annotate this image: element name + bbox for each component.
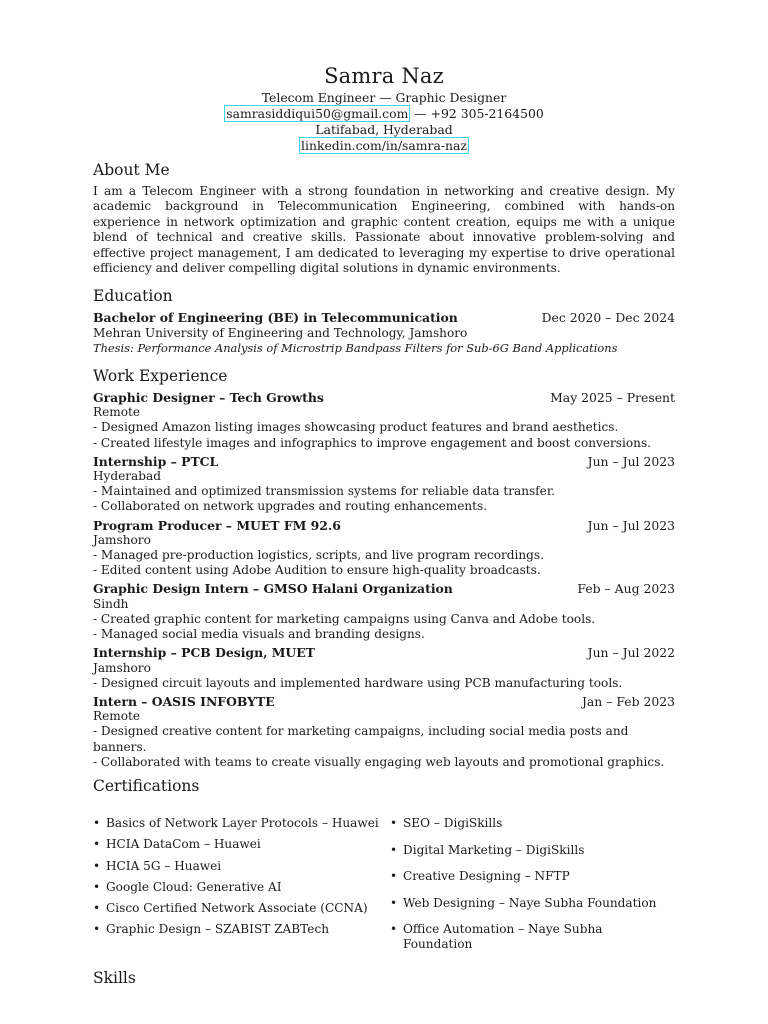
job-dates: Feb – Aug 2023 — [577, 581, 675, 597]
cert-label: Cisco Certified Network Associate (CCNA) — [106, 901, 368, 916]
education-dates: Dec 2020 – Dec 2024 — [541, 310, 675, 326]
work-list — [93, 390, 675, 770]
job-row — [93, 694, 675, 709]
cert-item — [390, 816, 675, 831]
cert-label: SEO – DigiSkills — [403, 815, 503, 830]
job-bullet: - Designed creative content for marketing campaigns, including social media posts and banners. — [93, 724, 629, 754]
bullet-icon: • — [390, 922, 398, 937]
bullet-icon: • — [390, 842, 398, 857]
job-location: Jamshoro — [93, 660, 151, 675]
work-heading: Work Experience — [93, 367, 228, 386]
job-entry — [93, 390, 675, 451]
phone-number: — +92 305-2164500 — [410, 106, 544, 121]
cert-item — [93, 880, 390, 895]
candidate-name: Samra Naz — [324, 64, 444, 88]
cert-label: Creative Designing – NFTP — [403, 869, 570, 884]
job-entry — [93, 518, 675, 579]
school: Mehran University of Engineering and Technology, Jamshoro — [93, 325, 468, 340]
cert-label: Office Automation – Naye Subha Foundation — [403, 922, 603, 952]
cert-item — [93, 922, 390, 937]
bullet-icon: • — [390, 815, 398, 830]
bullet-icon: • — [93, 837, 101, 852]
cert-item — [390, 843, 675, 858]
job-bullet: - Collaborated on network upgrades and routing enhancements. — [93, 499, 488, 514]
job-row — [93, 390, 675, 405]
job-dates: Jun – Jul 2022 — [587, 645, 675, 661]
bullet-icon: • — [93, 922, 101, 937]
job-bullet: - Designed circuit layouts and implemented hardware using PCB manufacturing tools. — [93, 675, 623, 690]
cert-label: Basics of Network Layer Protocols – Huawei — [106, 815, 379, 830]
job-role: Program Producer – MUET FM 92.6 — [93, 517, 341, 533]
certifications-list — [93, 816, 675, 964]
job-entry — [93, 454, 675, 515]
contact-line — [0, 106, 768, 122]
job-bullet: - Managed social media visuals and branding designs. — [93, 627, 425, 642]
cert-label: Web Designing – Naye Subha Foundation — [403, 895, 657, 910]
resume-header — [0, 62, 768, 154]
linkedin-link[interactable]: linkedin.com/in/samra-naz — [301, 138, 467, 153]
about-text: I am a Telecom Engineer with a strong foundation in networking and creative design. My academic background in Telecommunication Engineering, combined with hands-on experience in network optimization and graphic content creation, equips me with a unique blend of technical and creative skills. Passionate about innovative problem-solving and effective project management, I am dedicated to leveraging my expertise to drive operational efficiency and deliver compelling digital solutions in dynamic environments. — [93, 184, 675, 276]
cert-label: Google Cloud: Generative AI — [106, 879, 282, 894]
job-bullet: - Designed Amazon listing images showcasing product features and brand aesthetics. — [93, 420, 619, 435]
job-bullet: - Created lifestyle images and infographics to improve engagement and boost conversions. — [93, 435, 652, 450]
skills-heading: Skills — [93, 968, 136, 987]
degree: Bachelor of Engineering (BE) in Telecommunication — [93, 310, 458, 326]
cert-item — [93, 816, 390, 831]
job-location: Hyderabad — [93, 469, 161, 484]
job-dates: Jun – Jul 2023 — [587, 453, 675, 469]
cert-item — [390, 922, 675, 952]
email-link[interactable]: samrasiddiqui50@gmail.com — [226, 106, 409, 121]
job-bullet: - Managed pre-production logistics, scripts, and live program recordings. — [93, 548, 544, 563]
job-row — [93, 645, 675, 660]
job-dates: May 2025 – Present — [550, 390, 675, 406]
certifications-right-column — [390, 816, 675, 964]
location: Latifabad, Hyderabad — [315, 122, 453, 137]
job-location: Sindh — [93, 596, 129, 611]
certifications-heading: Certifications — [93, 776, 200, 795]
education-heading: Education — [93, 287, 173, 306]
cert-label: HCIA DataCom – Huawei — [106, 837, 261, 852]
job-row — [93, 454, 675, 469]
job-location: Remote — [93, 405, 141, 420]
job-bullet: - Edited content using Adobe Audition to ensure high-quality broadcasts. — [93, 563, 541, 578]
linkedin-line — [0, 138, 768, 154]
job-role: Internship – PTCL — [93, 453, 219, 469]
job-row — [93, 518, 675, 533]
certifications-left-column — [93, 816, 390, 964]
cert-label: Graphic Design – SZABIST ZABTech — [106, 922, 330, 937]
job-location: Jamshoro — [93, 532, 151, 547]
job-entry — [93, 645, 675, 691]
bullet-icon: • — [93, 879, 101, 894]
job-bullet: - Collaborated with teams to create visually engaging web layouts and promotional graphics. — [93, 754, 665, 769]
education-row — [93, 310, 675, 325]
cert-item — [93, 901, 390, 916]
job-role: Graphic Design Intern – GMSO Halani Organization — [93, 581, 453, 597]
bullet-icon: • — [93, 858, 101, 873]
job-bullet: - Created graphic content for marketing campaigns using Canva and Adobe tools. — [93, 611, 596, 626]
thesis: Thesis: Performance Analysis of Microstrip Bandpass Filters for Sub-6G Band Applications — [93, 340, 618, 355]
bullet-icon: • — [390, 895, 398, 910]
job-location: Remote — [93, 709, 141, 724]
job-entry — [93, 694, 675, 770]
job-role: Graphic Designer – Tech Growths — [93, 390, 324, 406]
cert-item — [390, 869, 675, 884]
job-entry — [93, 581, 675, 642]
about-heading: About Me — [93, 161, 170, 179]
bullet-icon: • — [390, 869, 398, 884]
candidate-title: Telecom Engineer — Graphic Designer — [261, 90, 507, 105]
job-bullet: - Maintained and optimized transmission systems for reliable data transfer. — [93, 484, 556, 499]
job-row — [93, 581, 675, 596]
job-dates: Jun – Jul 2023 — [587, 517, 675, 533]
job-dates: Jan – Feb 2023 — [581, 693, 675, 709]
bullet-icon: • — [93, 815, 101, 830]
bullet-icon: • — [93, 901, 101, 916]
cert-item — [93, 859, 390, 874]
cert-item — [93, 837, 390, 852]
resume-content — [93, 160, 675, 988]
cert-label: Digital Marketing – DigiSkills — [403, 842, 585, 857]
cert-label: HCIA 5G – Huawei — [106, 858, 222, 873]
job-role: Internship – PCB Design, MUET — [93, 645, 315, 661]
education-entry — [93, 310, 675, 356]
job-role: Intern – OASIS INFOBYTE — [93, 693, 275, 709]
cert-item — [390, 896, 675, 911]
